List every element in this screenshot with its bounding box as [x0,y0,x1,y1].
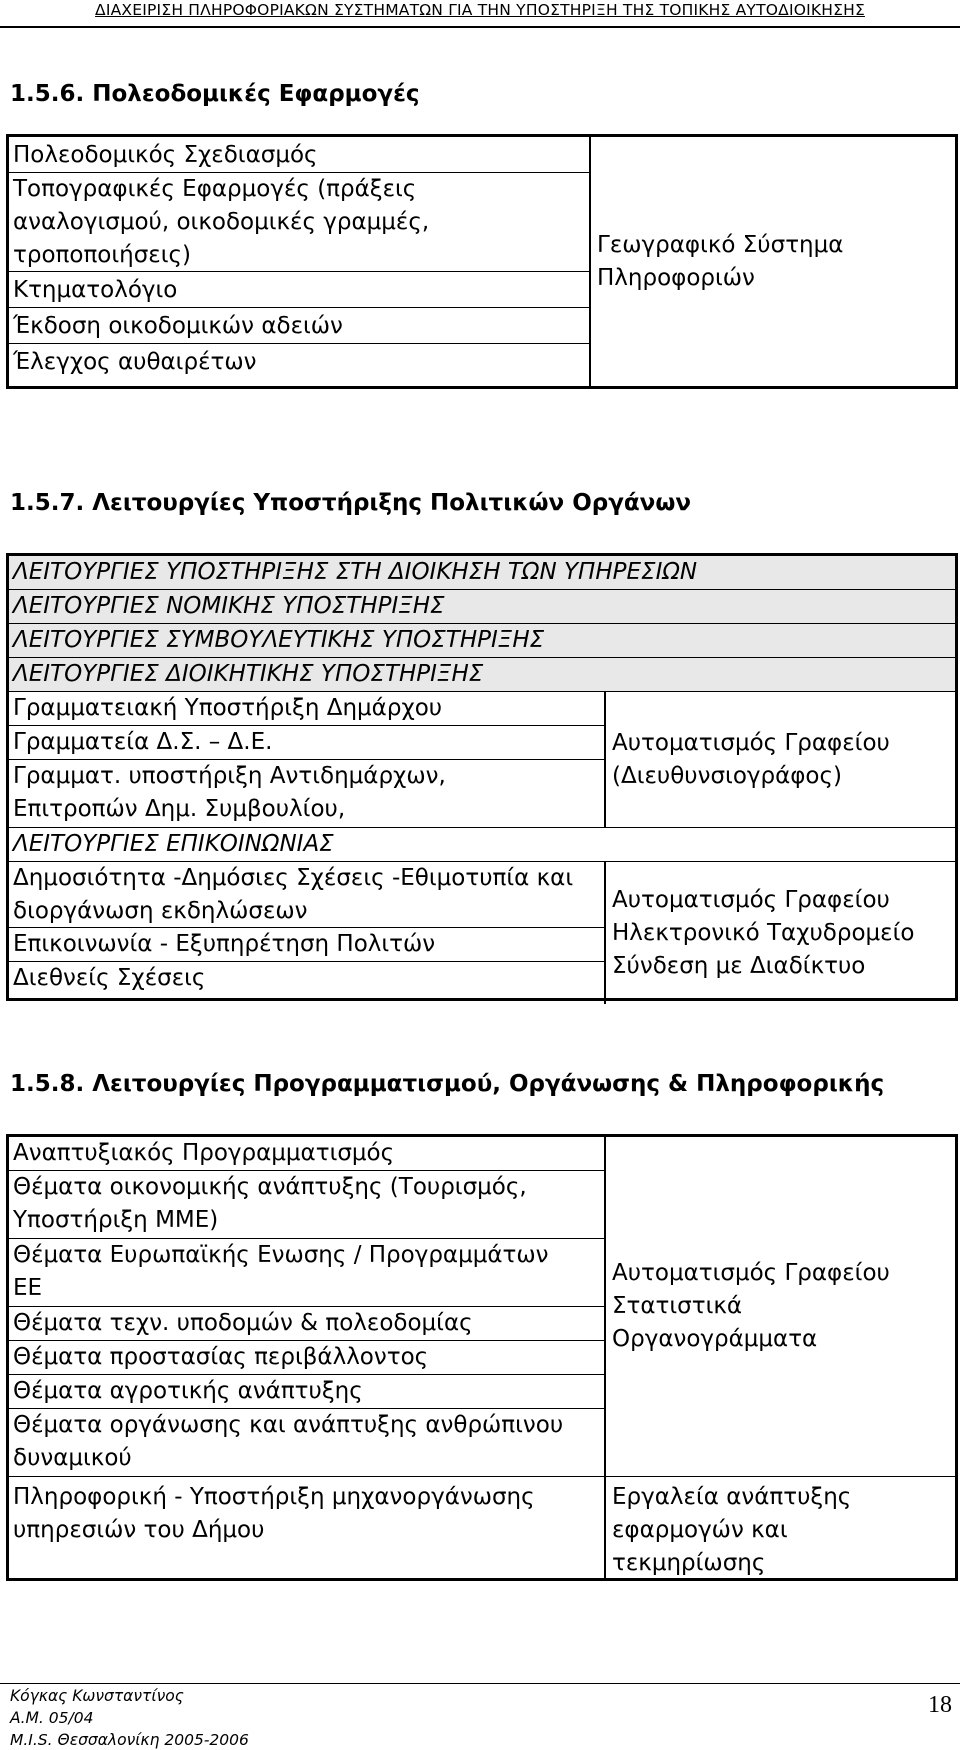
table-row: Γραμματειακή Υποστήριξη Δημάρχου [9,692,604,726]
table-row: Πολεοδομικός Σχεδιασμός [9,137,589,173]
table-row: Θέματα τεχν. υποδομών & πολεοδομίας [9,1307,604,1341]
right-line: εφαρμογών και [612,1517,788,1543]
footer-am: Α.Μ. 05/04 [10,1709,94,1727]
right-line: Ηλεκτρονικό Ταχυδρομείο [612,919,915,946]
table-row: Επικοινωνία - Εξυπηρέτηση Πολιτών [9,928,604,962]
table-row: Διεθνείς Σχέσεις [13,965,206,991]
right-line: Αυτοματισμός Γραφείου [612,886,890,913]
right-line: Εργαλεία ανάπτυξης [612,1484,852,1510]
row-group-communication [9,862,955,998]
footer-author: Κόγκας Κωνσταντίνος [10,1687,184,1705]
right-line: Σύνδεση με Διαδίκτυο [612,952,866,979]
row-line: Γραμματ. υποστήριξη Αντιδημάρχων, [13,763,446,789]
row-line: διοργάνωση εκδηλώσεων [13,898,308,924]
left-column [9,692,604,826]
right-column [589,137,955,386]
row-line: αναλογισμού, οικοδομικές γραμμές, [13,209,430,235]
table-row: Θέματα αγροτικής ανάπτυξης [9,1375,604,1409]
row-line: Τοπογραφικές Εφαρμογές (πράξεις [13,176,417,202]
row-group-it [9,1477,955,1578]
table-row [9,760,604,826]
table-row: ΛΕΙΤΟΥΡΓΙΕΣ ΣΥΜΒΟΥΛΕΥΤΙΚΗΣ ΥΠΟΣΤΗΡΙΞΗΣ [9,624,955,658]
section-heading-1-5-6: 1.5.6. Πολεοδομικές Εφαρμογές [10,81,420,107]
row-line: ΕΕ [13,1275,43,1301]
table-row: Γραμματεία Δ.Σ. – Δ.Ε. [9,726,604,760]
table-row [9,862,604,928]
right-column [604,1137,955,1476]
table-row: Έλεγχος αυθαιρέτων [13,349,257,375]
table-urban-planning [6,134,958,389]
section-heading-1-5-8: 1.5.8. Λειτουργίες Προγραμματισμού, Οργάνωσης & Πληροφορικής [10,1071,885,1097]
right-line: Αυτοματισμός Γραφείου [612,1260,890,1286]
right-line: Οργανογράμματα [612,1326,818,1352]
row-group-secretarial [9,692,955,828]
section-heading-1-5-7: 1.5.7. Λειτουργίες Υποστήριξης Πολιτικών Οργάνων [10,490,692,516]
page-number: 18 [928,1692,952,1718]
table-row [9,1171,604,1239]
footer-program: M.I.S. Θεσσαλονίκη 2005-2006 [10,1731,249,1749]
table-row: ΛΕΙΤΟΥΡΓΙΕΣ ΥΠΟΣΤΗΡΙΞΗΣ ΣΤΗ ΔΙΟΙΚΗΣΗ ΤΩΝ ΥΠΗΡΕΣΙΩΝ [9,556,955,590]
row-line: Θέματα οικονομικής ανάπτυξης (Τουρισμός, [13,1174,527,1200]
table-row [9,1409,604,1475]
row-line: Επιτροπών Δημ. Συμβουλίου, [13,796,346,822]
table-row: ΛΕΙΤΟΥΡΓΙΕΣ ΕΠΙΚΟΙΝΩΝΙΑΣ [9,828,955,862]
row-line: Πληροφορική - Υποστήριξη μηχανοργάνωσης [13,1484,535,1510]
row-line: τροποποιήσεις) [13,242,191,268]
right-line: Αυτοματισμός Γραφείου [612,729,890,756]
right-line: τεκμηρίωσης [612,1550,766,1576]
row-line: Δημοσιότητα -Δημόσιες Σχέσεις -Εθιμοτυπία και [13,865,574,891]
row-line: Θέματα Ευρωπαϊκής Ενωσης / Προγραμμάτων [13,1242,549,1268]
left-column [9,1477,604,1547]
right-column [604,862,955,1004]
right-line: Πληροφοριών [597,264,755,291]
right-line: (Διευθυνσιογράφος) [612,762,842,789]
right-line: Στατιστικά [612,1293,743,1319]
page-footer [0,1683,960,1749]
row-line: δυναμικού [13,1445,132,1471]
table-row: Έκδοση οικοδομικών αδειών [9,308,589,344]
table-row: Κτηματολόγιο [9,272,589,308]
right-column [604,692,955,827]
left-column [9,862,604,998]
table-row [9,173,589,272]
row-group-development [9,1137,955,1477]
table-political-support [6,553,958,1001]
table-row: ΛΕΙΤΟΥΡΓΙΕΣ ΔΙΟΙΚΗΤΙΚΗΣ ΥΠΟΣΤΗΡΙΞΗΣ [9,658,955,692]
table-row: ΛΕΙΤΟΥΡΓΙΕΣ ΝΟΜΙΚΗΣ ΥΠΟΣΤΗΡΙΞΗΣ [9,590,955,624]
right-column [604,1477,955,1578]
left-column [9,1137,604,1475]
left-column [9,137,589,386]
table-programming [6,1134,958,1581]
row-line: Θέματα οργάνωσης και ανάπτυξης ανθρώπινου [13,1412,564,1438]
table-row: Θέματα προστασίας περιβάλλοντος [9,1341,604,1375]
row-line: υπηρεσιών του Δήμου [13,1517,265,1543]
table-row: Αναπτυξιακός Προγραμματισμός [9,1137,604,1171]
row-line: Υποστήριξη ΜΜΕ) [13,1207,219,1233]
page-header: ΔΙΑΧΕΙΡΙΣΗ ΠΛΗΡΟΦΟΡΙΑΚΩΝ ΣΥΣΤΗΜΑΤΩΝ ΓΙΑ ΤΗΝ ΥΠΟΣΤΗΡΙΞΗ ΤΗΣ ΤΟΠΙΚΗΣ ΑΥΤΟΔΙΟΙΚΗΣΗΣ [0,0,960,28]
right-line: Γεωγραφικό Σύστημα [597,231,844,258]
table-row [9,1239,604,1307]
